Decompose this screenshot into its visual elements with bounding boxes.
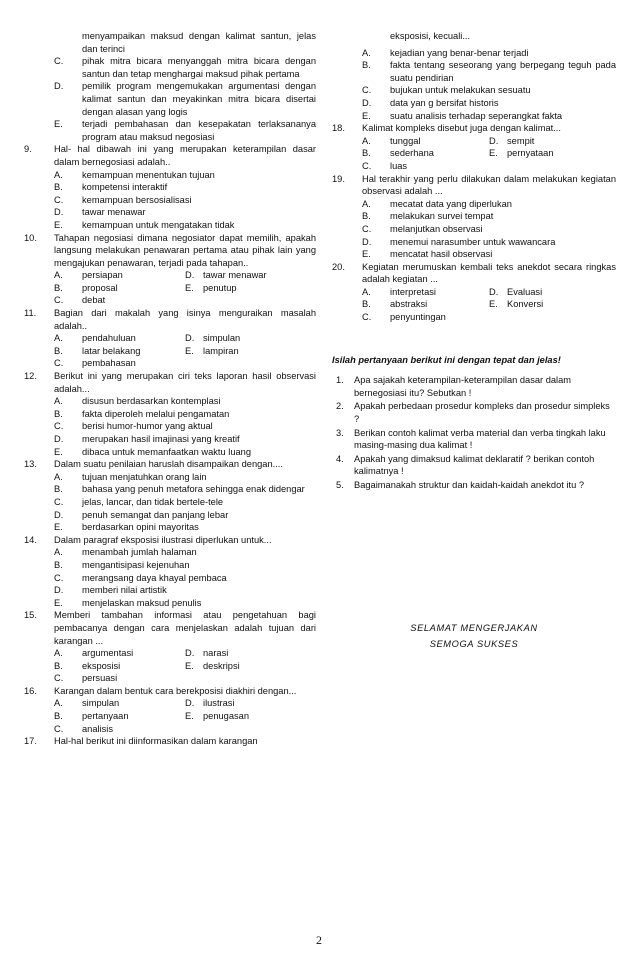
answer-option: [54, 559, 316, 572]
option-text: kemampuan untuk mengatakan tidak: [82, 219, 235, 230]
option-letter: B.: [362, 211, 371, 222]
answer-option: [54, 206, 316, 219]
question-block: [24, 458, 316, 534]
answer-option: [362, 47, 616, 60]
answer-option: [54, 710, 185, 723]
answer-option: [185, 710, 316, 723]
essay-text: Apakah perbedaan prosedur kompleks dan prosedur simpleks ?: [354, 401, 610, 425]
option-letter: A.: [362, 198, 371, 209]
option-letter: C.: [54, 194, 64, 205]
option-text: persuasi: [82, 673, 118, 684]
option-text: pernyataan: [507, 148, 554, 159]
answer-option: [489, 135, 616, 148]
option-text: pemilik program mengemukakan argumentasi dengan kalimat santun dan meyakinkan mitra bicara disertai dengan alasan yang logis: [82, 81, 316, 117]
answer-option: [185, 269, 316, 282]
answer-option: [54, 345, 185, 358]
answer-option: [54, 521, 316, 534]
option-letter: C.: [54, 295, 64, 306]
option-text: mecatat data yang diperlukan: [390, 198, 512, 209]
essay-text: Apa sajakah keterampilan-keterampilan dasar dalam bernegosiasi itu? Sebutkan !: [354, 375, 572, 398]
question-block: [332, 261, 616, 324]
question: [24, 143, 316, 168]
right-column: [332, 30, 616, 493]
answer-option: [54, 697, 185, 710]
option-letter: A.: [54, 333, 63, 344]
answer-option: [54, 647, 185, 660]
option-letter: A.: [54, 270, 63, 281]
essay-number: 2.: [336, 401, 344, 412]
question-text: Hal terakhir yang perlu dilakukan dalam melakukan kegiatan observasi adalah ...: [362, 173, 616, 197]
option-letter: D.: [54, 434, 64, 444]
answer-option: [54, 446, 316, 459]
option-text: abstraksi: [390, 299, 428, 310]
option-text: tujuan menjatuhkan orang lain: [82, 471, 207, 482]
answer-option: [362, 248, 616, 261]
option-text: mengantisipasi kejenuhan: [82, 559, 190, 570]
option-text: berisi humor-humor yang aktual: [82, 421, 213, 432]
answer-option: [54, 433, 316, 446]
question-block: [332, 173, 616, 261]
answer-option-row: [362, 298, 616, 311]
option-letter: B.: [362, 60, 371, 71]
option-text: deskripsi: [203, 660, 240, 671]
answer-option: [54, 509, 316, 522]
answer-option: [362, 147, 489, 160]
question-number: 20.: [332, 261, 345, 272]
answer-option: [54, 496, 316, 509]
option-text: simpulan: [203, 333, 241, 344]
answer-option-row: [54, 345, 316, 358]
answer-option: [54, 219, 316, 232]
answer-option: [362, 59, 616, 84]
essay-text: Bagaimanakah struktur dan kaidah-kaidah anekdot itu ?: [354, 480, 584, 490]
option-text: suatu analisis terhadap seperangkat fakta: [390, 110, 563, 121]
closing-line-2: SEMOGA SUKSES: [429, 639, 519, 649]
option-letter: E.: [362, 110, 371, 121]
answer-option-row: [54, 723, 316, 736]
question: [24, 685, 316, 698]
option-letter: E.: [489, 299, 498, 310]
question-block: [332, 122, 616, 172]
answer-option-row: [54, 269, 316, 282]
option-letter: E.: [54, 119, 63, 130]
answer-option: [362, 286, 489, 299]
option-letter: C.: [362, 160, 372, 171]
option-text: Konversi: [507, 299, 544, 310]
option-text: pihak mitra bicara menyanggah mitra bicara dengan santun dan tetap menghargai maksud pihak pertama: [82, 56, 316, 79]
answer-option: [54, 483, 316, 496]
option-letter: C.: [54, 723, 64, 734]
question: [24, 609, 316, 647]
left-column: [24, 30, 316, 748]
question: [24, 735, 316, 748]
answer-option: [54, 194, 316, 207]
answer-option-row: [362, 311, 616, 324]
question-block: [24, 307, 316, 370]
option-text: simpulan: [82, 698, 120, 709]
essay-question: [336, 453, 616, 478]
option-letter: A.: [54, 169, 63, 180]
option-text: tawar menawar: [82, 207, 146, 218]
answer-option: [362, 30, 616, 43]
question-number: 10.: [24, 232, 37, 243]
answer-option: [362, 311, 494, 324]
answer-option-row: [54, 697, 316, 710]
question-number: 19.: [332, 173, 345, 184]
answer-option-row: [54, 672, 316, 685]
option-letter: B.: [54, 559, 63, 570]
answer-option: [362, 298, 489, 311]
answer-option: [54, 55, 316, 80]
answer-option-row: [54, 357, 316, 370]
essay-question: [336, 427, 616, 452]
option-letter: A.: [54, 471, 63, 482]
option-text: pertanyaan: [82, 711, 129, 722]
answer-option: [489, 298, 616, 311]
answer-option: [54, 294, 186, 307]
answer-option: [362, 110, 616, 123]
question-block: [24, 143, 316, 231]
option-letter: E.: [185, 345, 194, 356]
answer-option: [54, 546, 316, 559]
option-letter: B.: [54, 660, 63, 671]
right-questions: [332, 30, 616, 324]
question-text: Dalam suatu penilaian haruslah disampaikan dengan....: [54, 459, 283, 470]
question-number: 14.: [24, 534, 37, 545]
answer-option-row: [362, 286, 616, 299]
question: [332, 122, 616, 135]
question: [24, 534, 316, 547]
answer-option: [54, 80, 316, 118]
option-text: Evaluasi: [507, 286, 543, 297]
option-letter: C.: [362, 223, 372, 234]
question: [332, 261, 616, 286]
option-text: berdasarkan opini mayoritas: [82, 522, 199, 533]
question-text: Hal-hal berikut ini diinformasikan dalam karangan: [54, 736, 258, 747]
question-text: Hal- hal dibawah ini yang merupakan keterampilan dasar dalam bernegosiasi adalah..: [54, 144, 316, 167]
answer-option: [54, 408, 316, 421]
option-text: tawar menawar: [203, 270, 267, 281]
question-block: [24, 609, 316, 685]
answer-option: [54, 181, 316, 194]
question-number: 13.: [24, 459, 37, 470]
answer-option: [185, 647, 316, 660]
option-text: merangsang daya khayal pembaca: [82, 572, 227, 583]
question-block: [24, 30, 316, 143]
option-text: argumentasi: [82, 648, 134, 659]
option-text: data yan g bersifat historis: [390, 97, 499, 108]
question-block: [24, 685, 316, 735]
option-text: kemampuan bersosialisasi: [82, 194, 192, 205]
answer-option: [185, 697, 316, 710]
option-letter: A.: [54, 698, 63, 709]
answer-option-row: [362, 160, 616, 173]
option-letter: E.: [185, 660, 194, 671]
answer-option: [362, 236, 616, 249]
option-letter: C.: [54, 56, 64, 67]
answer-option: [362, 198, 616, 211]
option-text: ilustrasi: [203, 698, 235, 709]
option-letter: D.: [362, 97, 372, 108]
option-text: debat: [82, 295, 106, 306]
question-block: [332, 30, 616, 43]
answer-option: [185, 282, 316, 295]
option-letter: B.: [362, 299, 371, 310]
answer-option: [54, 723, 186, 736]
option-letter: C.: [54, 496, 64, 507]
option-letter: E.: [54, 522, 63, 533]
option-letter: C.: [362, 312, 372, 323]
option-letter: E.: [185, 282, 194, 293]
option-letter: E.: [54, 597, 63, 608]
essay-question: [336, 374, 616, 399]
option-letter: D.: [489, 286, 499, 297]
question: [332, 173, 616, 198]
answer-option: [54, 597, 316, 610]
option-letter: B.: [54, 282, 63, 293]
option-text: penyuntingan: [390, 312, 446, 323]
option-letter: B.: [54, 408, 63, 419]
option-text: kompetensi interaktif: [82, 182, 168, 193]
option-letter: D.: [362, 236, 372, 247]
essay-text: Apakah yang dimaksud kalimat deklaratif ? berikan contoh kalimatnya !: [354, 453, 595, 477]
option-letter: B.: [362, 148, 371, 159]
essay-list: [332, 374, 616, 491]
option-letter: B.: [54, 182, 63, 193]
essay-text: Berikan contoh kalimat verba material dan verba tingkah laku masing-masing dua kalimat !: [354, 427, 606, 451]
essay-instruction: Isilah pertanyaan berikut ini dengan tepat dan jelas!: [332, 354, 561, 365]
answer-option-row: [362, 147, 616, 160]
question-text: Karangan dalam bentuk cara berekposisi diakhiri dengan...: [54, 685, 297, 696]
answer-option: [185, 345, 316, 358]
page-number: 2: [316, 933, 322, 947]
answer-option: [54, 169, 316, 182]
option-text: menambah jumlah halaman: [82, 547, 197, 558]
answer-option: [54, 395, 316, 408]
question-block: [24, 735, 316, 748]
option-letter: D.: [185, 270, 195, 281]
option-text: interpretasi: [390, 286, 436, 297]
question: [24, 458, 316, 471]
answer-option: [54, 332, 185, 345]
option-text: bujukan untuk melakukan sesuatu: [390, 85, 531, 96]
option-letter: D.: [489, 135, 499, 146]
option-text: disusun berdasarkan kontemplasi: [82, 396, 221, 407]
essay-number: 5.: [336, 480, 344, 490]
question-number: 12.: [24, 371, 37, 382]
option-letter: B.: [54, 711, 63, 722]
answer-option: [362, 135, 489, 148]
option-text: proposal: [82, 282, 118, 293]
option-text: lampiran: [203, 345, 239, 356]
option-text: sempit: [507, 135, 535, 146]
option-letter: D.: [54, 81, 64, 92]
question-text: Bagian dari makalah yang isinya menguraikan masalah adalah..: [54, 308, 316, 331]
answer-option: [54, 420, 316, 433]
option-letter: B.: [54, 484, 63, 495]
answer-option: [362, 84, 616, 97]
answer-option: [54, 672, 186, 685]
question: [24, 370, 316, 395]
option-text: melakukan survei tempat: [390, 211, 494, 222]
answer-option-row: [54, 294, 316, 307]
option-text: persiapan: [82, 270, 123, 281]
answer-option: [185, 332, 316, 345]
option-letter: E.: [185, 711, 194, 722]
answer-option-row: [54, 332, 316, 345]
option-text: fakta tentang seseorang yang berpegang teguh pada suatu pendirian: [390, 60, 616, 83]
option-text: melanjutkan observasi: [390, 223, 483, 234]
question-block: [24, 232, 316, 308]
question-number: 16.: [24, 685, 37, 696]
option-text: tunggal: [390, 135, 421, 146]
option-letter: D.: [54, 509, 64, 520]
option-text: menyampaikan maksud dengan kalimat santun, jelas dan terinci: [82, 31, 316, 54]
closing-message: [332, 620, 616, 652]
option-text: latar belakang: [82, 345, 141, 356]
question-text: Memberi tambahan informasi atau pengetahuan bagi pembacanya dengan cara menjelaskan adalah tujuan dari karangan ...: [54, 610, 316, 646]
option-letter: D.: [185, 648, 195, 659]
answer-option-row: [54, 660, 316, 673]
option-text: penugasan: [203, 711, 250, 722]
option-letter: C.: [54, 358, 64, 369]
answer-option: [185, 660, 316, 673]
option-text: menemui narasumber untuk wawancara: [390, 236, 556, 247]
question-text: Berikut ini yang merupakan ciri teks laporan hasil observasi adalah...: [54, 371, 316, 394]
question-number: 18.: [332, 123, 345, 134]
option-letter: A.: [362, 47, 371, 58]
option-letter: A.: [362, 286, 371, 297]
answer-option: [54, 118, 316, 143]
question-number: 11.: [24, 308, 37, 319]
essay-number: 1.: [336, 375, 344, 386]
closing-line-1: SELAMAT MENGERJAKAN: [410, 623, 538, 633]
option-text: penuh semangat dan panjang lebar: [82, 509, 229, 520]
option-text: penutup: [203, 282, 237, 293]
option-letter: C.: [54, 421, 64, 432]
answer-option: [362, 223, 616, 236]
option-letter: B.: [54, 345, 63, 356]
option-text: terjadi pembahasan dan kesepakatan terlaksananya program atau maksud negosiasi: [82, 119, 316, 142]
option-letter: A.: [54, 648, 63, 659]
option-text: mencatat hasil observasi: [390, 249, 493, 260]
option-text: pembahasan: [82, 358, 136, 369]
question-text: Kegiatan merumuskan kembali teks anekdot secara ringkas adalah kegiatan ...: [362, 261, 616, 285]
option-text: luas: [390, 160, 408, 171]
answer-option: [54, 660, 185, 673]
answer-option: [362, 160, 494, 173]
answer-option: [54, 30, 316, 55]
option-letter: E.: [54, 446, 63, 457]
option-letter: A.: [362, 135, 371, 146]
answer-option: [54, 357, 186, 370]
answer-option: [362, 97, 616, 110]
option-text: eksposisi: [82, 660, 121, 671]
option-text: eksposisi, kecuali...: [390, 31, 471, 41]
option-letter: A.: [54, 547, 63, 558]
option-text: sederhana: [390, 148, 434, 159]
answer-option: [54, 269, 185, 282]
option-text: fakta diperoleh melalui pengamatan: [82, 408, 230, 419]
answer-option-row: [362, 135, 616, 148]
option-letter: [54, 30, 82, 55]
option-letter: C.: [54, 572, 64, 583]
option-letter: C.: [54, 673, 64, 684]
option-text: menjelaskan maksud penulis: [82, 597, 202, 608]
option-letter: D.: [185, 333, 195, 344]
option-text: bahasa yang penuh metafora sehingga enak didengar: [82, 484, 305, 495]
option-text: memberi nilai artistik: [82, 585, 167, 596]
question-text: Kalimat kompleks disebut juga dengan kalimat...: [362, 123, 561, 134]
question-number: 15.: [24, 610, 37, 621]
option-text: dibaca untuk memanfaatkan waktu luang: [82, 446, 252, 457]
option-text: merupakan hasil imajinasi yang kreatif: [82, 434, 240, 444]
option-letter: D.: [54, 585, 64, 596]
question: [24, 307, 316, 332]
option-letter: C.: [362, 85, 372, 96]
essay-question: [336, 400, 616, 425]
essay-number: 4.: [336, 453, 344, 464]
answer-option: [489, 286, 616, 299]
question-block: [332, 47, 616, 123]
answer-option: [54, 471, 316, 484]
option-text: kejadian yang benar-benar terjadi: [390, 47, 529, 58]
question-text: Dalam paragraf eksposisi ilustrasi diperlukan untuk...: [54, 534, 272, 545]
question-number: 17.: [24, 736, 37, 747]
option-letter: A.: [54, 396, 63, 407]
answer-option: [362, 210, 616, 223]
answer-option-row: [54, 647, 316, 660]
option-text: kemampuan menentukan tujuan: [82, 169, 215, 180]
answer-option: [489, 147, 616, 160]
question-text: Tahapan negosiasi dimana negosiator dapat memilih, apakah langsung melakukan penawaran pertama atau pihak lain yang mengajukan penawaran, terjadi pada tahapan..: [54, 232, 316, 268]
option-text: pendahuluan: [82, 333, 136, 344]
answer-option: [54, 282, 185, 295]
option-text: jelas, lancar, dan tidak bertele-tele: [82, 496, 224, 507]
option-letter: D.: [185, 698, 195, 709]
option-letter: [362, 30, 390, 43]
answer-option: [54, 584, 316, 597]
essay-question: [336, 479, 616, 492]
option-letter: E.: [489, 148, 498, 159]
option-letter: E.: [362, 249, 371, 260]
option-text: analisis: [82, 723, 114, 734]
question-block: [24, 534, 316, 610]
answer-option-row: [54, 282, 316, 295]
question: [24, 232, 316, 270]
essay-number: 3.: [336, 427, 344, 438]
question-block: [24, 370, 316, 458]
option-text: narasi: [203, 648, 229, 659]
answer-option-row: [54, 710, 316, 723]
answer-option: [54, 572, 316, 585]
option-letter: D.: [54, 207, 64, 218]
question-number: 9.: [24, 144, 32, 155]
option-letter: E.: [54, 219, 63, 230]
